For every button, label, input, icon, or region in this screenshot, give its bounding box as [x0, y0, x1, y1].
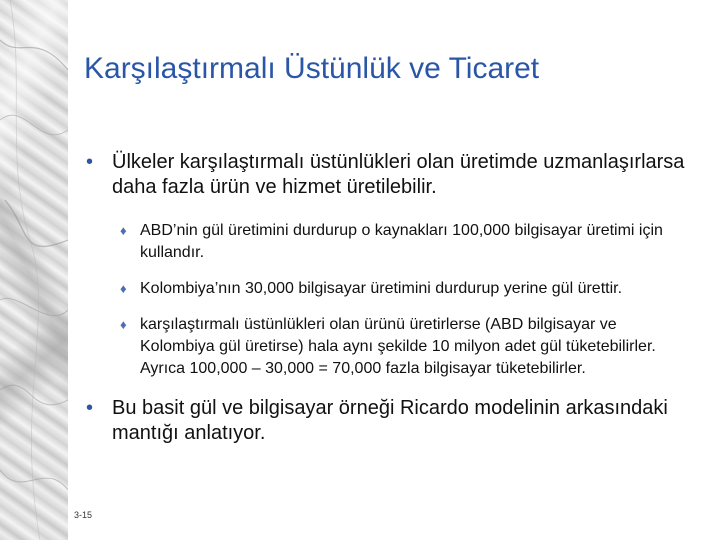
diamond-bullet-icon: ♦ [120, 281, 127, 296]
subbullet-2 [84, 278, 694, 300]
subbullet-2-text: Kolombiya’nın 30,000 bilgisayar üretimini durdurup yerine gül ürettir. [140, 280, 623, 297]
slide-body [84, 150, 694, 446]
marble-background-strip [0, 0, 68, 540]
bullet-2-text: Bu basit gül ve bilgisayar örneği Ricardo modelinin arkasındaki mantığı anlatıyor. [112, 397, 668, 444]
slide-title: Karşılaştırmalı Üstünlük ve Ticaret [84, 52, 540, 85]
subbullet-1-text: ABD’nin gül üretimini durdurup o kaynakları 100,000 bilgisayar üretimi için kullandır. [140, 222, 663, 261]
page-number: 3-15 [74, 510, 93, 520]
marble-veins [0, 0, 68, 540]
diamond-bullet-icon: ♦ [120, 223, 127, 238]
bullet-dot-icon: • [86, 151, 94, 173]
diamond-bullet-icon: ♦ [120, 317, 127, 332]
subbullet-1 [84, 220, 694, 264]
subbullet-3-text: karşılaştırmalı üstünlükleri olan ürünü üretirlerse (ABD bilgisayar ve Kolombiya gül üretirse) hala aynı şekilde 10 milyon adet gül tüketebilirler. Ayrıca 100,000 – 30,000 = 70,000 fazla bilgisayar tüketebilirler. [140, 316, 656, 377]
bullet-1 [84, 150, 694, 200]
bullet-1-text: Ülkeler karşılaştırmalı üstünlükleri olan üretimde uzmanlaşırlarsa daha fazla ürün ve hizmet üretilebilir. [112, 151, 685, 198]
bullet-2 [84, 396, 694, 446]
subbullet-3 [84, 314, 694, 380]
bullet-dot-icon: • [86, 397, 94, 419]
